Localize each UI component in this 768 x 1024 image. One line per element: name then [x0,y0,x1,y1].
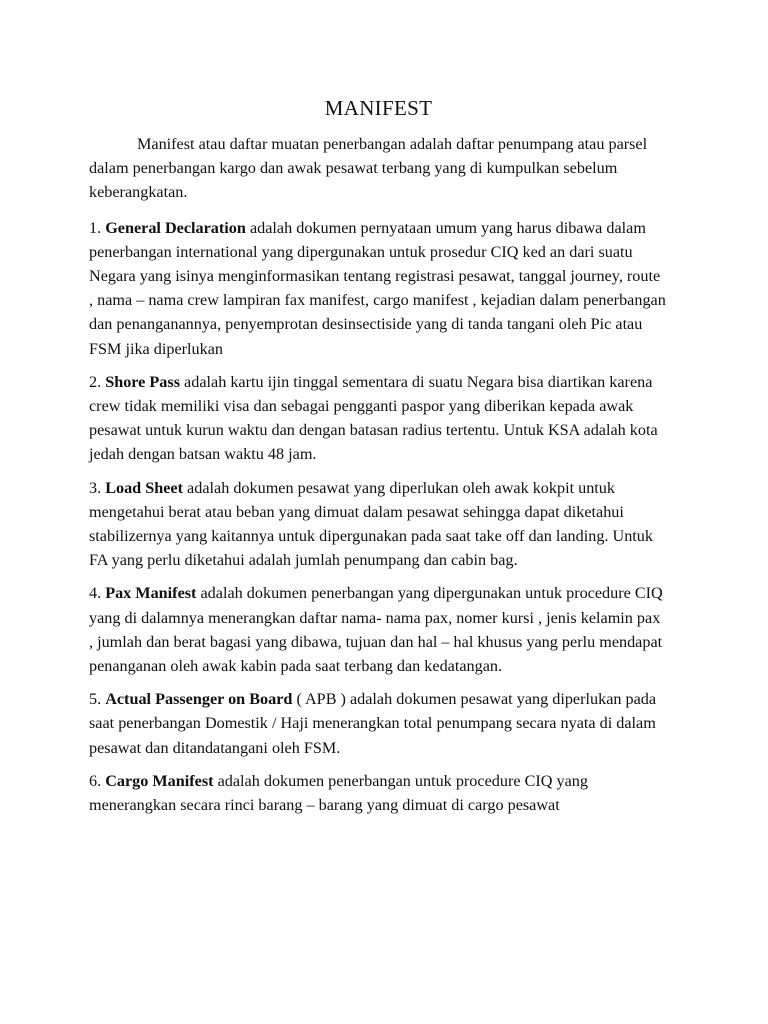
item-shore-pass [89,370,668,467]
item-body: adalah dokumen penerbangan yang dipergunakan untuk procedure CIQ yang di dalamnya menerangkan daftar nama- nama pax, nomer kursi , jenis kelamin pax , jumlah dan berat bagasi yang dibawa, tujuan dan hal – hal khusus yang perlu mendapat penanganan oleh awak kabin pada saat terbang dan kedatangan. [89,584,663,676]
item-number: 1. [89,218,102,237]
item-term: Pax Manifest [105,584,197,603]
item-general-declaration [89,216,668,361]
item-term: Load Sheet [105,478,183,497]
item-number: 2. [89,372,102,391]
item-number: 4. [89,584,102,603]
item-pax-manifest [89,581,668,678]
item-number: 3. [89,478,102,497]
item-term: Actual Passenger on Board [105,690,293,709]
item-term: Shore Pass [105,372,180,391]
item-term: General Declaration [105,218,246,237]
item-number: 5. [89,690,102,709]
item-body: adalah dokumen penerbangan untuk procedure CIQ yang menerangkan secara rinci barang – barang yang dimuat di cargo pesawat [89,771,588,815]
item-body: adalah dokumen pesawat yang diperlukan oleh awak kokpit untuk mengetahui berat atau beban yang dimuat dalam pesawat sehingga dapat diketahui stabilizernya yang kaitannya untuk dipergunakan pada saat take off dan landing. Untuk FA yang perlu diketahui adalah jumlah penumpang dan cabin bag. [89,478,653,570]
item-cargo-manifest [89,769,668,817]
page-title: MANIFEST [324,96,433,120]
item-body: ( APB ) adalah dokumen pesawat yang diperlukan pada saat penerbangan Domestik / Haji menerangkan total penumpang secara nyata di dalam pesawat dan ditandatangani oleh FSM. [89,690,657,757]
item-number: 6. [89,771,102,790]
item-body: adalah dokumen pernyataan umum yang harus dibawa dalam penerbangan international yang dipergunakan untuk prosedur CIQ ked an dari suatu Negara yang isinya menginformasikan tentang registrasi pesawat, tanggal journey, route , nama – nama crew lampiran fax manifest, cargo manifest , kejadian dalam penerbangan dan penanganannya, penyemprotan desinsectiside yang di tanda tangani oleh Pic atau FSM jika diperlukan [89,218,666,358]
item-body: adalah kartu ijin tinggal sementara di suatu Negara bisa diartikan karena crew tidak memiliki visa dan sebagai pengganti paspor yang diberikan kepada awak pesawat untuk kurun waktu dan dengan batasan radius tertentu. Untuk KSA adalah kota jedah dengan batsan waktu 48 jam. [89,372,658,464]
item-actual-passenger-on-board [89,687,668,760]
item-term: Cargo Manifest [105,771,214,790]
item-load-sheet [89,476,668,573]
intro-paragraph: Manifest atau daftar muatan penerbangan adalah daftar penumpang atau parsel dalam penerbangan kargo dan awak pesawat terbang yang di kumpulkan sebelum keberangkatan. [89,135,648,202]
